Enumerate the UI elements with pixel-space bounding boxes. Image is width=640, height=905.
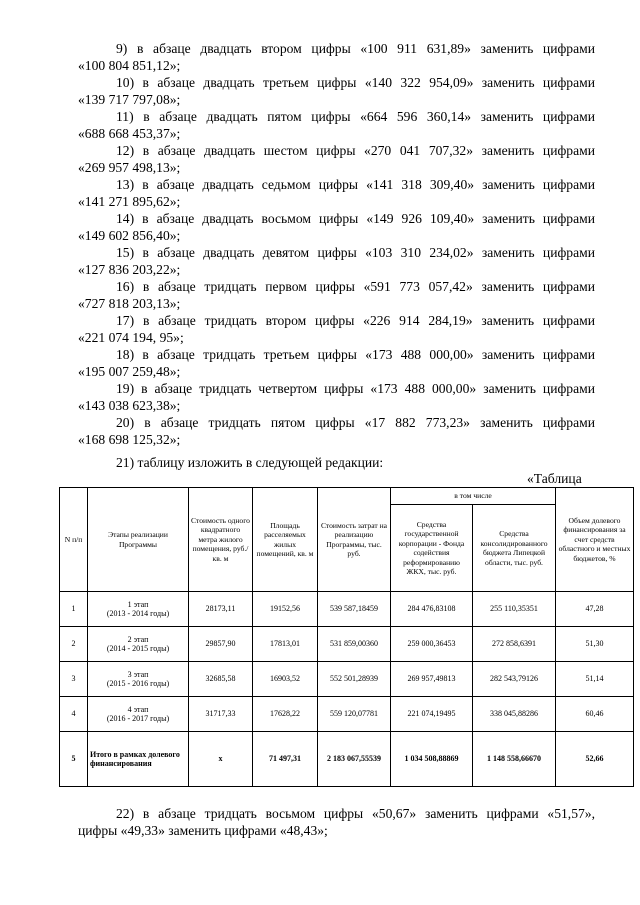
amendment-value: «149 602 856,40»;	[78, 228, 181, 243]
row-total-cost: 559 120,07781	[318, 697, 391, 732]
amendment-line: 14) в абзаце двадцать восьмом цифры «149 926 109,40» заменить цифрами	[116, 211, 595, 226]
row-share: 51,14	[556, 662, 634, 697]
amendment-line: 12) в абзаце двадцать шестом цифры «270 041 707,32» заменить цифрами	[116, 143, 595, 158]
table-intro: 21) таблицу изложить в следующей редакции:	[116, 455, 384, 470]
total-regional: 1 148 558,66670	[473, 732, 556, 787]
row-area: 17628,22	[253, 697, 318, 732]
table-header-row	[60, 488, 634, 505]
row-fund: 284 476,83108	[391, 592, 473, 627]
table-label: «Таблица	[527, 471, 582, 486]
row-num: 1	[60, 592, 88, 627]
total-num: 5	[60, 732, 88, 787]
amendment-value: «139 717 797,08»;	[78, 92, 181, 107]
row-fund: 221 074,19495	[391, 697, 473, 732]
header-including: в том числе	[391, 488, 556, 505]
amendment-value: «127 836 203,22»;	[78, 262, 181, 277]
amendment-line: 9) в абзаце двадцать втором цифры «100 911 631,89» заменить цифрами	[116, 41, 595, 56]
table-row	[60, 697, 634, 732]
amendment-value: «168 698 125,32»;	[78, 432, 181, 447]
row-num: 3	[60, 662, 88, 697]
amendment-value: «141 271 895,62»;	[78, 194, 181, 209]
header-num: N п/п	[60, 488, 88, 592]
stage-period: (2013 - 2014 годы)	[106, 609, 170, 618]
row-stage	[88, 592, 189, 627]
row-stage	[88, 697, 189, 732]
amendment-line: 18) в абзаце тридцать третьем цифры «173 488 000,00» заменить цифрами	[116, 347, 595, 362]
row-regional: 255 110,35351	[473, 592, 556, 627]
header-stages: Этапы реализации Программы	[88, 488, 189, 592]
header-share: Объем долевого финансирования за счет средств областного и местных бюджетов, %	[556, 488, 634, 592]
amendment-line: 10) в абзаце двадцать третьем цифры «140 322 954,09» заменить цифрами	[116, 75, 595, 90]
row-total-cost: 552 501,28939	[318, 662, 391, 697]
amendment-line: 20) в абзаце тридцать пятом цифры «17 882 773,23» заменить цифрами	[116, 415, 595, 430]
amendment-line: 13) в абзаце двадцать седьмом цифры «141 318 309,40» заменить цифрами	[116, 177, 595, 192]
amendment-value: «269 957 498,13»;	[78, 160, 181, 175]
amendment-line: 22) в абзаце тридцать восьмом цифры «50,67» заменить цифрами «51,57»,	[116, 806, 595, 821]
amendment-item-16	[78, 278, 595, 312]
row-area: 16903,52	[253, 662, 318, 697]
row-stage	[88, 662, 189, 697]
table-row	[60, 592, 634, 627]
stage-period: (2016 - 2017 годы)	[106, 714, 170, 723]
amendment-value: «688 668 453,37»;	[78, 126, 181, 141]
header-area: Площадь расселяемых жилых помещений, кв. м	[253, 488, 318, 592]
row-share: 51,30	[556, 627, 634, 662]
row-stage	[88, 627, 189, 662]
row-cost-sqm: 31717,33	[189, 697, 253, 732]
amendment-item-10	[78, 74, 595, 108]
amendment-value: цифры «49,33» заменить цифрами «48,43»;	[78, 823, 328, 838]
stage-period: (2015 - 2016 годы)	[106, 679, 170, 688]
header-fund: Средства государственной корпорации - Фонда содействия реформированию ЖКХ, тыс. руб.	[391, 505, 473, 592]
row-share: 60,46	[556, 697, 634, 732]
row-fund: 269 957,49813	[391, 662, 473, 697]
row-total-cost: 539 587,18459	[318, 592, 391, 627]
amendment-item-19	[78, 380, 595, 414]
row-cost-sqm: 28173,11	[189, 592, 253, 627]
row-area: 19152,56	[253, 592, 318, 627]
amendment-value: «100 804 851,12»;	[78, 58, 181, 73]
row-fund: 259 000,36453	[391, 627, 473, 662]
amendment-line: 15) в абзаце двадцать девятом цифры «103 310 234,02» заменить цифрами	[116, 245, 595, 260]
total-label: Итого в рамках долевого финансирования	[88, 732, 189, 787]
row-regional: 338 045,88286	[473, 697, 556, 732]
amendment-item-13	[78, 176, 595, 210]
row-cost-sqm: 29857,90	[189, 627, 253, 662]
row-num: 2	[60, 627, 88, 662]
stage-name: 4 этап	[127, 704, 149, 714]
amendment-item-14	[78, 210, 595, 244]
amendment-value: «143 038 623,38»;	[78, 398, 181, 413]
amendment-line: 11) в абзаце двадцать пятом цифры «664 596 360,14» заменить цифрами	[116, 109, 595, 124]
amendment-item-12	[78, 142, 595, 176]
total-fund: 1 034 508,88869	[391, 732, 473, 787]
stage-name: 3 этап	[127, 669, 149, 679]
row-num: 4	[60, 697, 88, 732]
amendment-item-9	[78, 40, 595, 74]
program-table	[59, 487, 634, 787]
amendment-item-11	[78, 108, 595, 142]
table-row	[60, 627, 634, 662]
amendment-value: «221 074 194, 95»;	[78, 330, 184, 345]
amendment-item-17	[78, 312, 595, 346]
total-total-cost: 2 183 067,55539	[318, 732, 391, 787]
stage-name: 1 этап	[127, 599, 149, 609]
amendment-item-20	[78, 414, 595, 448]
header-cost-sqm: Стоимость одного квадратного метра жилого помещения, руб./кв. м	[189, 488, 253, 592]
total-area: 71 497,31	[253, 732, 318, 787]
amendment-item-22	[78, 805, 595, 839]
amendment-item-15	[78, 244, 595, 278]
row-area: 17813,01	[253, 627, 318, 662]
row-regional: 282 543,79126	[473, 662, 556, 697]
table-row	[60, 662, 634, 697]
header-total-cost: Стоимость затрат на реализацию Программы, тыс. руб.	[318, 488, 391, 592]
total-share: 52,66	[556, 732, 634, 787]
row-regional: 272 858,6391	[473, 627, 556, 662]
row-cost-sqm: 32685,58	[189, 662, 253, 697]
amendment-value: «727 818 203,13»;	[78, 296, 181, 311]
header-regional: Средства консолидированного бюджета Липецкой области, тыс. руб.	[473, 505, 556, 592]
total-cost-sqm: х	[189, 732, 253, 787]
stage-period: (2014 - 2015 годы)	[106, 644, 170, 653]
amendment-item-18	[78, 346, 595, 380]
amendment-line: 17) в абзаце тридцать втором цифры «226 914 284,19» заменить цифрами	[116, 313, 595, 328]
amendment-line: 19) в абзаце тридцать четвертом цифры «173 488 000,00» заменить цифрами	[116, 381, 595, 396]
table-total-row	[60, 732, 634, 787]
stage-name: 2 этап	[127, 634, 149, 644]
amendment-line: 16) в абзаце тридцать первом цифры «591 773 057,42» заменить цифрами	[116, 279, 595, 294]
amendment-value: «195 007 259,48»;	[78, 364, 181, 379]
row-total-cost: 531 859,00360	[318, 627, 391, 662]
row-share: 47,28	[556, 592, 634, 627]
